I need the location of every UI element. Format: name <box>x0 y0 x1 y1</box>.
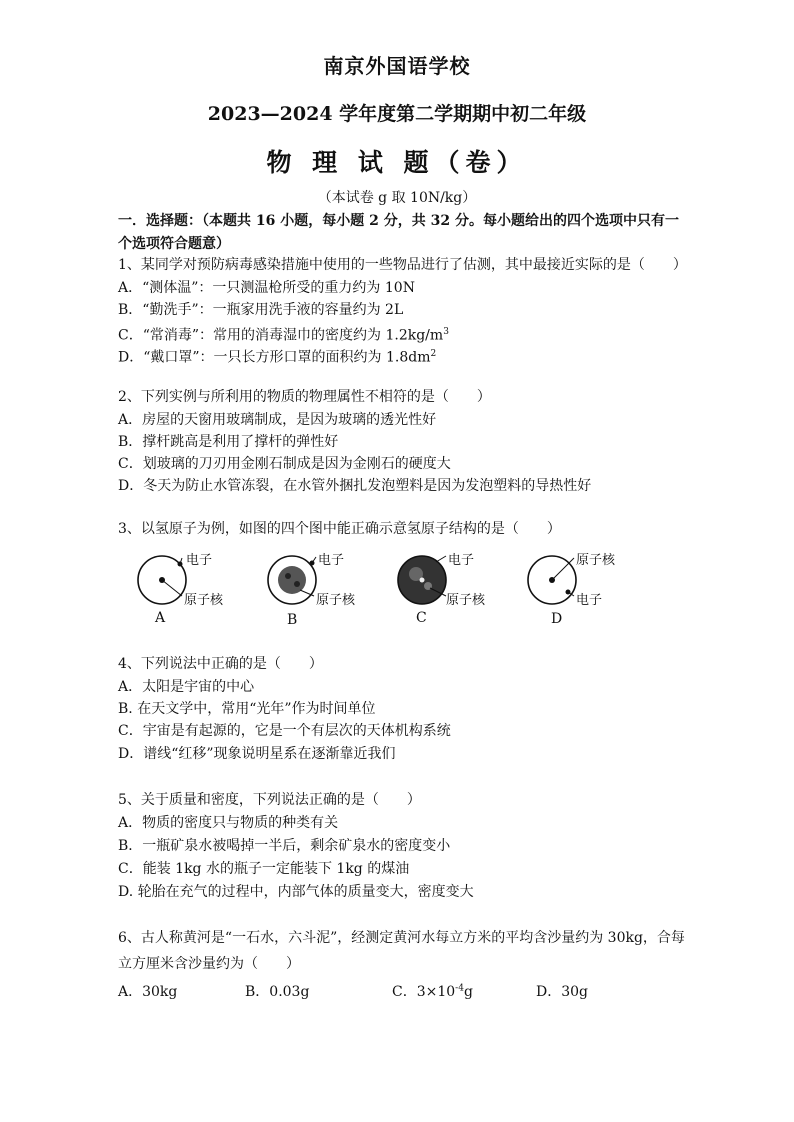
label-b-nucleus: 原子核 <box>316 593 356 608</box>
diagram-caption-c: C <box>416 610 427 626</box>
question-4-option-a: A．太阳是宇宙的中心 <box>118 679 255 695</box>
question-1-option-d <box>118 344 718 368</box>
question-6-option-b: B．0.03g <box>245 984 310 1000</box>
question-5-option-b: B．一瓶矿泉水被喝掉一半后，剩余矿泉水的密度变小 <box>118 838 451 854</box>
atom-diagram-b <box>268 556 316 604</box>
school-name: 南京外国语学校 <box>323 54 471 78</box>
question-1-option-b: B．“勤洗手”：一瓶家用洗手液的容量约为 2L <box>118 302 404 318</box>
section-title-line2: 个选项符合题意） <box>118 236 230 252</box>
question-1-option-d-text: D．“戴口罩”：一只长方形口罩的面积约为 1.8dm <box>118 349 431 366</box>
atom-diagram-a <box>138 556 186 604</box>
subject-title: 物 理 试 题（卷） <box>266 148 528 177</box>
question-4-stem: 4、下列说法中正确的是（ ） <box>118 656 323 672</box>
question-2-option-d: D．冬天为防止水管冻裂，在水管外捆扎发泡塑料是因为发泡塑料的导热性好 <box>118 478 592 494</box>
diagram-caption-d: D <box>551 611 563 627</box>
label-d-electron: 电子 <box>576 593 603 608</box>
question-2-option-a: A．房屋的天窗用玻璃制成，是因为玻璃的透光性好 <box>118 412 437 428</box>
question-1-option-a: A．“测体温”：一只测温枪所受的重力约为 10N <box>118 280 415 296</box>
question-3-stem: 3、以氢原子为例，如图的四个图中能正确示意氢原子结构的是（ ） <box>118 521 561 537</box>
question-4-option-d: D．谱线“红移”现象说明星系在逐渐靠近我们 <box>118 746 396 762</box>
question-5-option-a: A．物质的密度只与物质的种类有关 <box>118 815 339 831</box>
question-6-option-d: D．30g <box>536 984 589 1000</box>
question-2-option-b: B．撑杆跳高是利用了撑杆的弹性好 <box>118 434 339 450</box>
question-1-option-c-text: C．“常消毒”：常用的消毒湿巾的密度约为 1.2kg/m <box>118 327 444 344</box>
question-5-option-c: C．能装 1kg 水的瓶子一定能装下 1kg 的煤油 <box>118 861 410 877</box>
label-c-electron: 电子 <box>448 553 475 568</box>
question-6-option-a: A．30kg <box>118 984 178 1000</box>
question-1-option-c <box>118 322 718 346</box>
diagram-caption-a: A <box>155 610 166 626</box>
question-6-option-c <box>392 981 473 1001</box>
question-2-option-c: C．划玻璃的刀刃用金刚石制成是因为金刚石的硬度大 <box>118 456 451 472</box>
label-d-nucleus: 原子核 <box>576 553 616 568</box>
label-a-nucleus: 原子核 <box>184 593 224 608</box>
question-4-option-c: C．宇宙是有起源的，它是一个有层次的天体机构系统 <box>118 723 451 739</box>
question-6-stem-line1: 6、古人称黄河是“一石水，六斗泥”，经测定黄河水每立方米的平均含沙量约为 30kg，合每 <box>118 930 685 946</box>
question-6-option-c-text: C．3×10 <box>392 984 456 1000</box>
label-c-nucleus: 原子核 <box>446 593 486 608</box>
atom-diagram-c <box>398 556 446 604</box>
question-1-option-c-sup: 3 <box>443 327 449 337</box>
question-2-stem: 2、下列实例与所利用的物质的物理属性不相符的是（ ） <box>118 389 491 405</box>
term-title: 2023—2024 学年度第二学期期中初二年级 <box>207 103 587 125</box>
question-4-option-b: B. 在天文学中，常用“光年”作为时间单位 <box>118 701 376 717</box>
diagram-caption-b: B <box>287 612 298 628</box>
label-a-electron: 电子 <box>186 553 213 568</box>
question-6-option-c-exp: -4 <box>455 983 464 994</box>
question-5-option-d: D. 轮胎在充气的过程中，内部气体的质量变大，密度变大 <box>118 884 474 900</box>
question-5-stem: 5、关于质量和密度，下列说法正确的是（ ） <box>118 792 421 808</box>
section-title-line1: 一．选择题：（本题共 16 小题，每小题 2 分，共 32 分。每小题给出的四个选项中只有一 <box>118 213 679 229</box>
label-b-electron: 电子 <box>318 553 345 568</box>
gravity-note: （本试卷 g 取 10N/kg） <box>317 190 477 206</box>
question-1-stem: 1、某同学对预防病毒感染措施中使用的一些物品进行了估测，其中最接近实际的是（ ） <box>118 257 687 273</box>
question-1-option-d-sup: 2 <box>430 349 437 359</box>
question-6-option-c-unit: g <box>463 984 473 1000</box>
question-6-stem-line2: 立方厘米含沙量约为（ ） <box>118 956 300 972</box>
atom-diagram-d <box>528 556 576 604</box>
